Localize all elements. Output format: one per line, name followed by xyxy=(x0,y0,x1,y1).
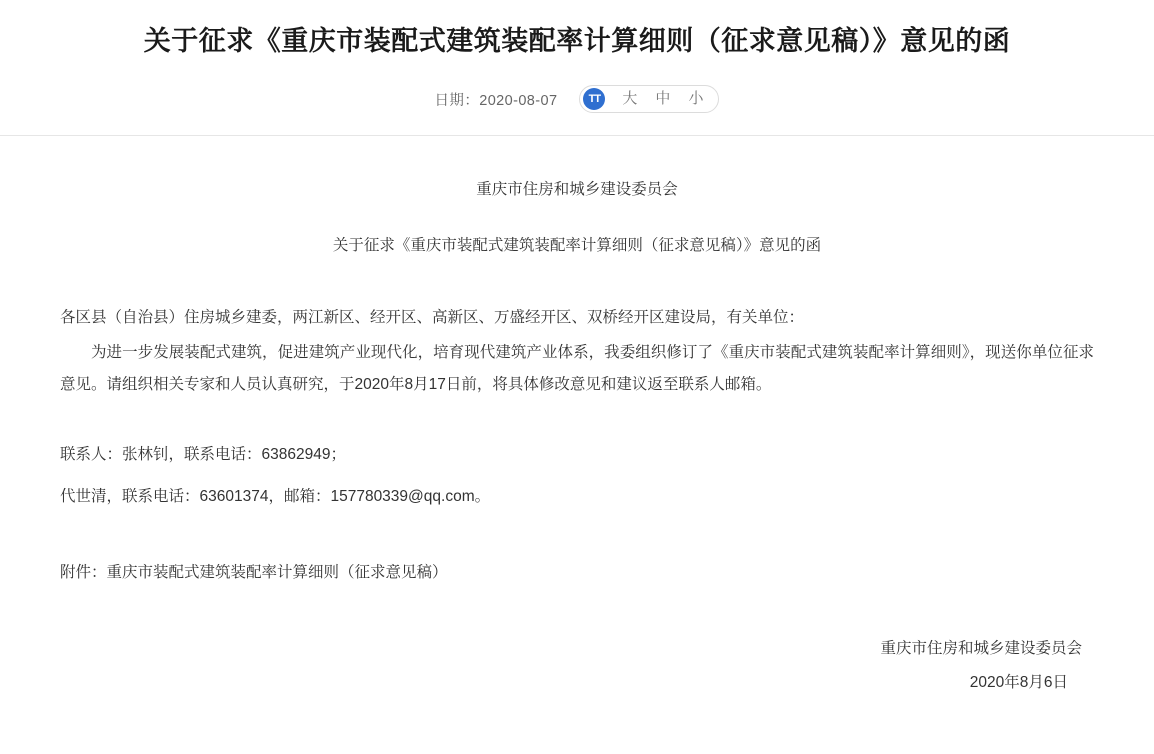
signature-date: 2020年8月6日 xyxy=(969,674,1068,692)
page-title: 关于征求《重庆市装配式建筑装配率计算细则（征求意见稿）》意见的函 xyxy=(143,26,1011,56)
salutation: 各区县（自治县）住房城乡建委，两江新区、经开区、高新区、万盛经开区、双桥经开区建设局，有关单位： xyxy=(60,308,805,326)
subject-heading: 关于征求《重庆市装配式建筑装配率计算细则（征求意见稿）》意见的函 xyxy=(332,236,822,254)
document-header xyxy=(0,0,1154,135)
contact-line-2: 代世清，联系电话：63601374，邮箱：157780339@qq.com。 xyxy=(60,487,491,505)
signature-block xyxy=(0,632,1154,726)
publish-date: 日期：2020-08-07 xyxy=(434,92,558,109)
font-size-medium-button[interactable]: 中 xyxy=(655,90,671,108)
font-size-small-button[interactable]: 小 xyxy=(688,90,704,108)
attachment-line: 附件：重庆市装配式建筑装配率计算细则（征求意见稿） xyxy=(60,563,448,581)
document-body xyxy=(0,136,1154,632)
spacer xyxy=(60,588,1094,622)
contact-line-1: 联系人：张林钊，联系电话：63862949； xyxy=(60,445,346,463)
meta-bar xyxy=(75,67,1079,135)
issuer-heading: 重庆市住房和城乡建设委员会 xyxy=(476,181,678,199)
font-size-large-button[interactable]: 大 xyxy=(622,90,638,108)
font-size-control[interactable] xyxy=(579,85,719,113)
spacer xyxy=(60,405,1094,439)
text-size-icon: TT xyxy=(583,88,605,110)
spacer xyxy=(60,523,1094,557)
body-paragraph: 为进一步发展装配式建筑，促进建筑产业现代化，培育现代建筑产业体系，我委组织修订了《重庆市装配式建筑装配率计算细则》，现送你单位征求意见。请组织相关专家和人员认真研究，于2020年8月17日前，将具体修改意见和建议返至联系人邮箱。 xyxy=(60,344,1094,394)
signature-organization: 重庆市住房和城乡建设委员会 xyxy=(880,640,1082,658)
